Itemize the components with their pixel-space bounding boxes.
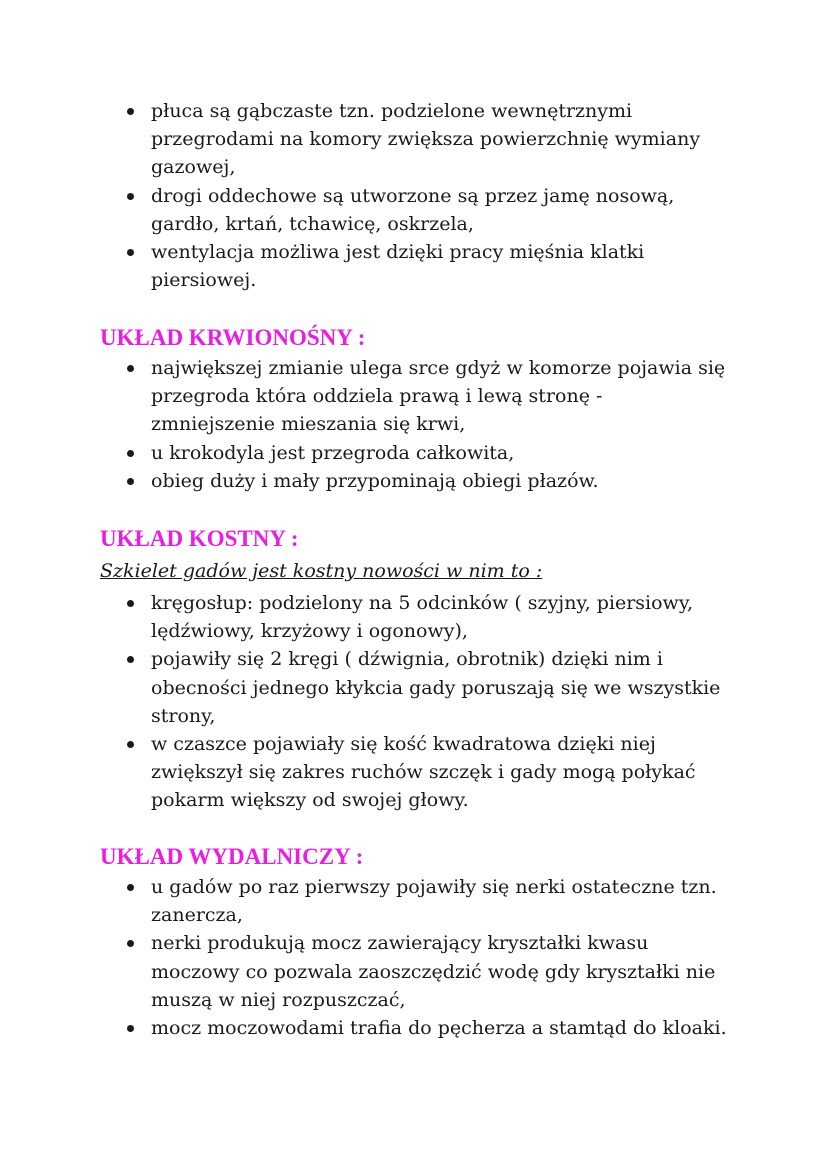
- bullet-icon: [127, 884, 134, 891]
- list-item: u krokodyla jest przegroda całkowita,: [0, 439, 828, 467]
- bullet-icon: [127, 249, 134, 256]
- list-item: płuca są gąbczaste tzn. podzielone wewnętrznymi przegrodami na komory zwiększa powierzchnię wymiany gazowej,: [0, 97, 828, 182]
- bullet-icon: [127, 741, 134, 748]
- bullet-icon: [127, 1025, 134, 1032]
- bullet-icon: [127, 108, 134, 115]
- section-heading-wydalniczy: UKŁAD WYDALNICZY :: [100, 844, 364, 869]
- list-item: wentylacja możliwa jest dzięki pracy mięśnia klatki piersiowej.: [0, 238, 828, 294]
- list-item: mocz moczowodami trafia do pęcherza a stamtąd do kloaki.: [0, 1014, 828, 1042]
- list-item: nerki produkują mocz zawierający kryształki kwasu moczowy co pozwala zaoszczędzić wodę gdy kryształki nie muszą w niej rozpuszczać,: [0, 929, 828, 1014]
- bullet-icon: [127, 600, 134, 607]
- bullet-icon: [127, 656, 134, 663]
- intro-list: [0, 97, 828, 294]
- section-subheading-kostny: Szkielet gadów jest kostny nowości w nim to :: [100, 560, 543, 582]
- krwionosny-list: [0, 354, 828, 495]
- section-heading-krwionosny: UKŁAD KRWIONOŚNY :: [100, 325, 366, 350]
- section-heading-kostny: UKŁAD KOSTNY :: [100, 526, 299, 551]
- list-item: pojawiły się 2 kręgi ( dźwignia, obrotnik) dzięki nim i obecności jednego kłykcia gady poruszają się we wszystkie strony,: [0, 645, 828, 730]
- list-item: drogi oddechowe są utworzone są przez jamę nosową, gardło, krtań, tchawicę, oskrzela,: [0, 182, 828, 238]
- bullet-icon: [127, 450, 134, 457]
- list-item: obieg duży i mały przypominają obiegi płazów.: [0, 467, 828, 495]
- wydalniczy-list: [0, 873, 828, 1042]
- list-item: w czaszce pojawiały się kość kwadratowa dzięki niej zwiększył się zakres ruchów szczęk i gady mogą połykać pokarm większy od swojej głowy.: [0, 730, 828, 815]
- bullet-icon: [127, 193, 134, 200]
- bullet-icon: [127, 365, 134, 372]
- bullet-icon: [127, 940, 134, 947]
- list-item: u gadów po raz pierwszy pojawiły się nerki ostateczne tzn. zanercza,: [0, 873, 828, 929]
- list-item: kręgosłup: podzielony na 5 odcinków ( szyjny, piersiowy, lędźwiowy, krzyżowy i ogonowy),: [0, 589, 828, 645]
- list-item: największej zmianie ulega srce gdyż w komorze pojawia się przegroda która oddziela prawą i lewą stronę - zmniejszenie mieszania się krwi,: [0, 354, 828, 439]
- bullet-icon: [127, 478, 134, 485]
- kostny-list: [0, 589, 828, 815]
